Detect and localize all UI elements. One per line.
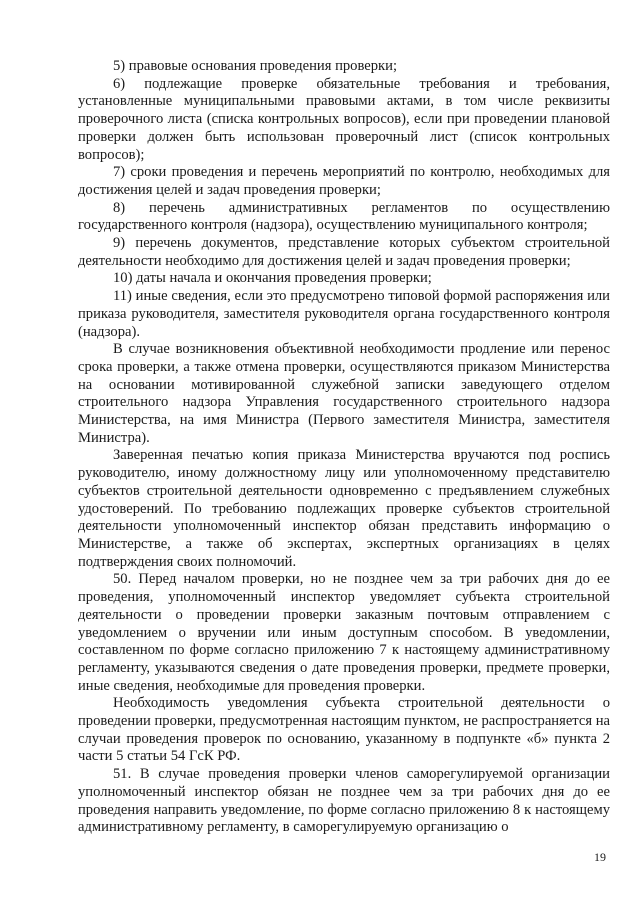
paragraph-clause-51: 51. В случае проведения проверки членов саморегулируемой организации уполномоченный инспектор обязан не позднее чем за три рабочих дня до ее проведения направить уведомление, по форме согласно приложению 8 к настоящему административному регламенту, в саморегулируемую организацию о [78,766,610,836]
page-number: 19 [594,850,606,864]
paragraph-extension-of-inspection: В случае возникновения объективной необходимости продление или перенос срока проверки, а также отмена проверки, осуществляются приказом Министерства на основании мотивированной служебной записки заведующего отделом строительного надзора Управления государственного строительного надзора Министерства, на имя Министра (Первого заместителя Министра, заместителя Министра). [78,341,610,446]
document-body [78,58,610,837]
paragraph-clause-50: 50. Перед началом проверки, но не позднее чем за три рабочих дня до ее проведения, уполномоченный инспектор уведомляет субъекта строительной деятельности о проведении проверки заказным почтовым отправлением с уведомлением о вручении или иным доступным способом. В уведомлении, составленном по форме согласно приложению 7 к настоящему административному регламенту, указываются сведения о дате проведения проверки, предмете проверки, иные сведения, необходимые для проведения проверки. [78,571,610,694]
paragraph-item-8: 8) перечень административных регламентов по осуществлению государственного контроля (надзора), осуществлению муниципального контроля; [78,199,610,234]
paragraph-item-6: 6) подлежащие проверке обязательные требования и требования, установленные муниципальными правовыми актами, в том числе реквизиты проверочного листа (списка контрольных вопросов), если при проведении плановой проверки должен быть использован проверочный лист (список контрольных вопросов); [78,75,610,163]
paragraph-item-5: 5) правовые основания проведения проверки; [113,58,398,74]
paragraph-item-11: 11) иные сведения, если это предусмотрено типовой формой распоряжения или приказа руководителя, заместителя руководителя органа государственного контроля (надзора). [78,288,610,340]
paragraph-item-10: 10) даты начала и окончания проведения проверки; [113,270,432,287]
paragraph-item-9: 9) перечень документов, представление которых субъектом строительной деятельности необходимо для достижения целей и задач проведения проверки; [78,235,610,269]
paragraph-item-7: 7) сроки проведения и перечень мероприятий по контролю, необходимых для достижения целей и задач проведения проверки; [78,164,610,198]
paragraph-notification-exception: Необходимость уведомления субъекта строительной деятельности о проведении проверки, предусмотренная настоящим пунктом, не распространяется на случаи проведения проверок по основанию, указанному в подпункте «б» пункта 2 части 5 статьи 54 ГсК РФ. [78,695,610,765]
paragraph-order-copy: Заверенная печатью копия приказа Министерства вручаются под роспись руководителю, иному должностному лицу или уполномоченному представителю субъектов строительной деятельности одновременно с предъявлением служебных удостоверений. По требованию подлежащих проверке субъектов строительной деятельности уполномоченный инспектор обязан представить информацию о Министерстве, а также об экспертах, экспертных организациях в целях подтверждения своих полномочий. [78,447,610,570]
